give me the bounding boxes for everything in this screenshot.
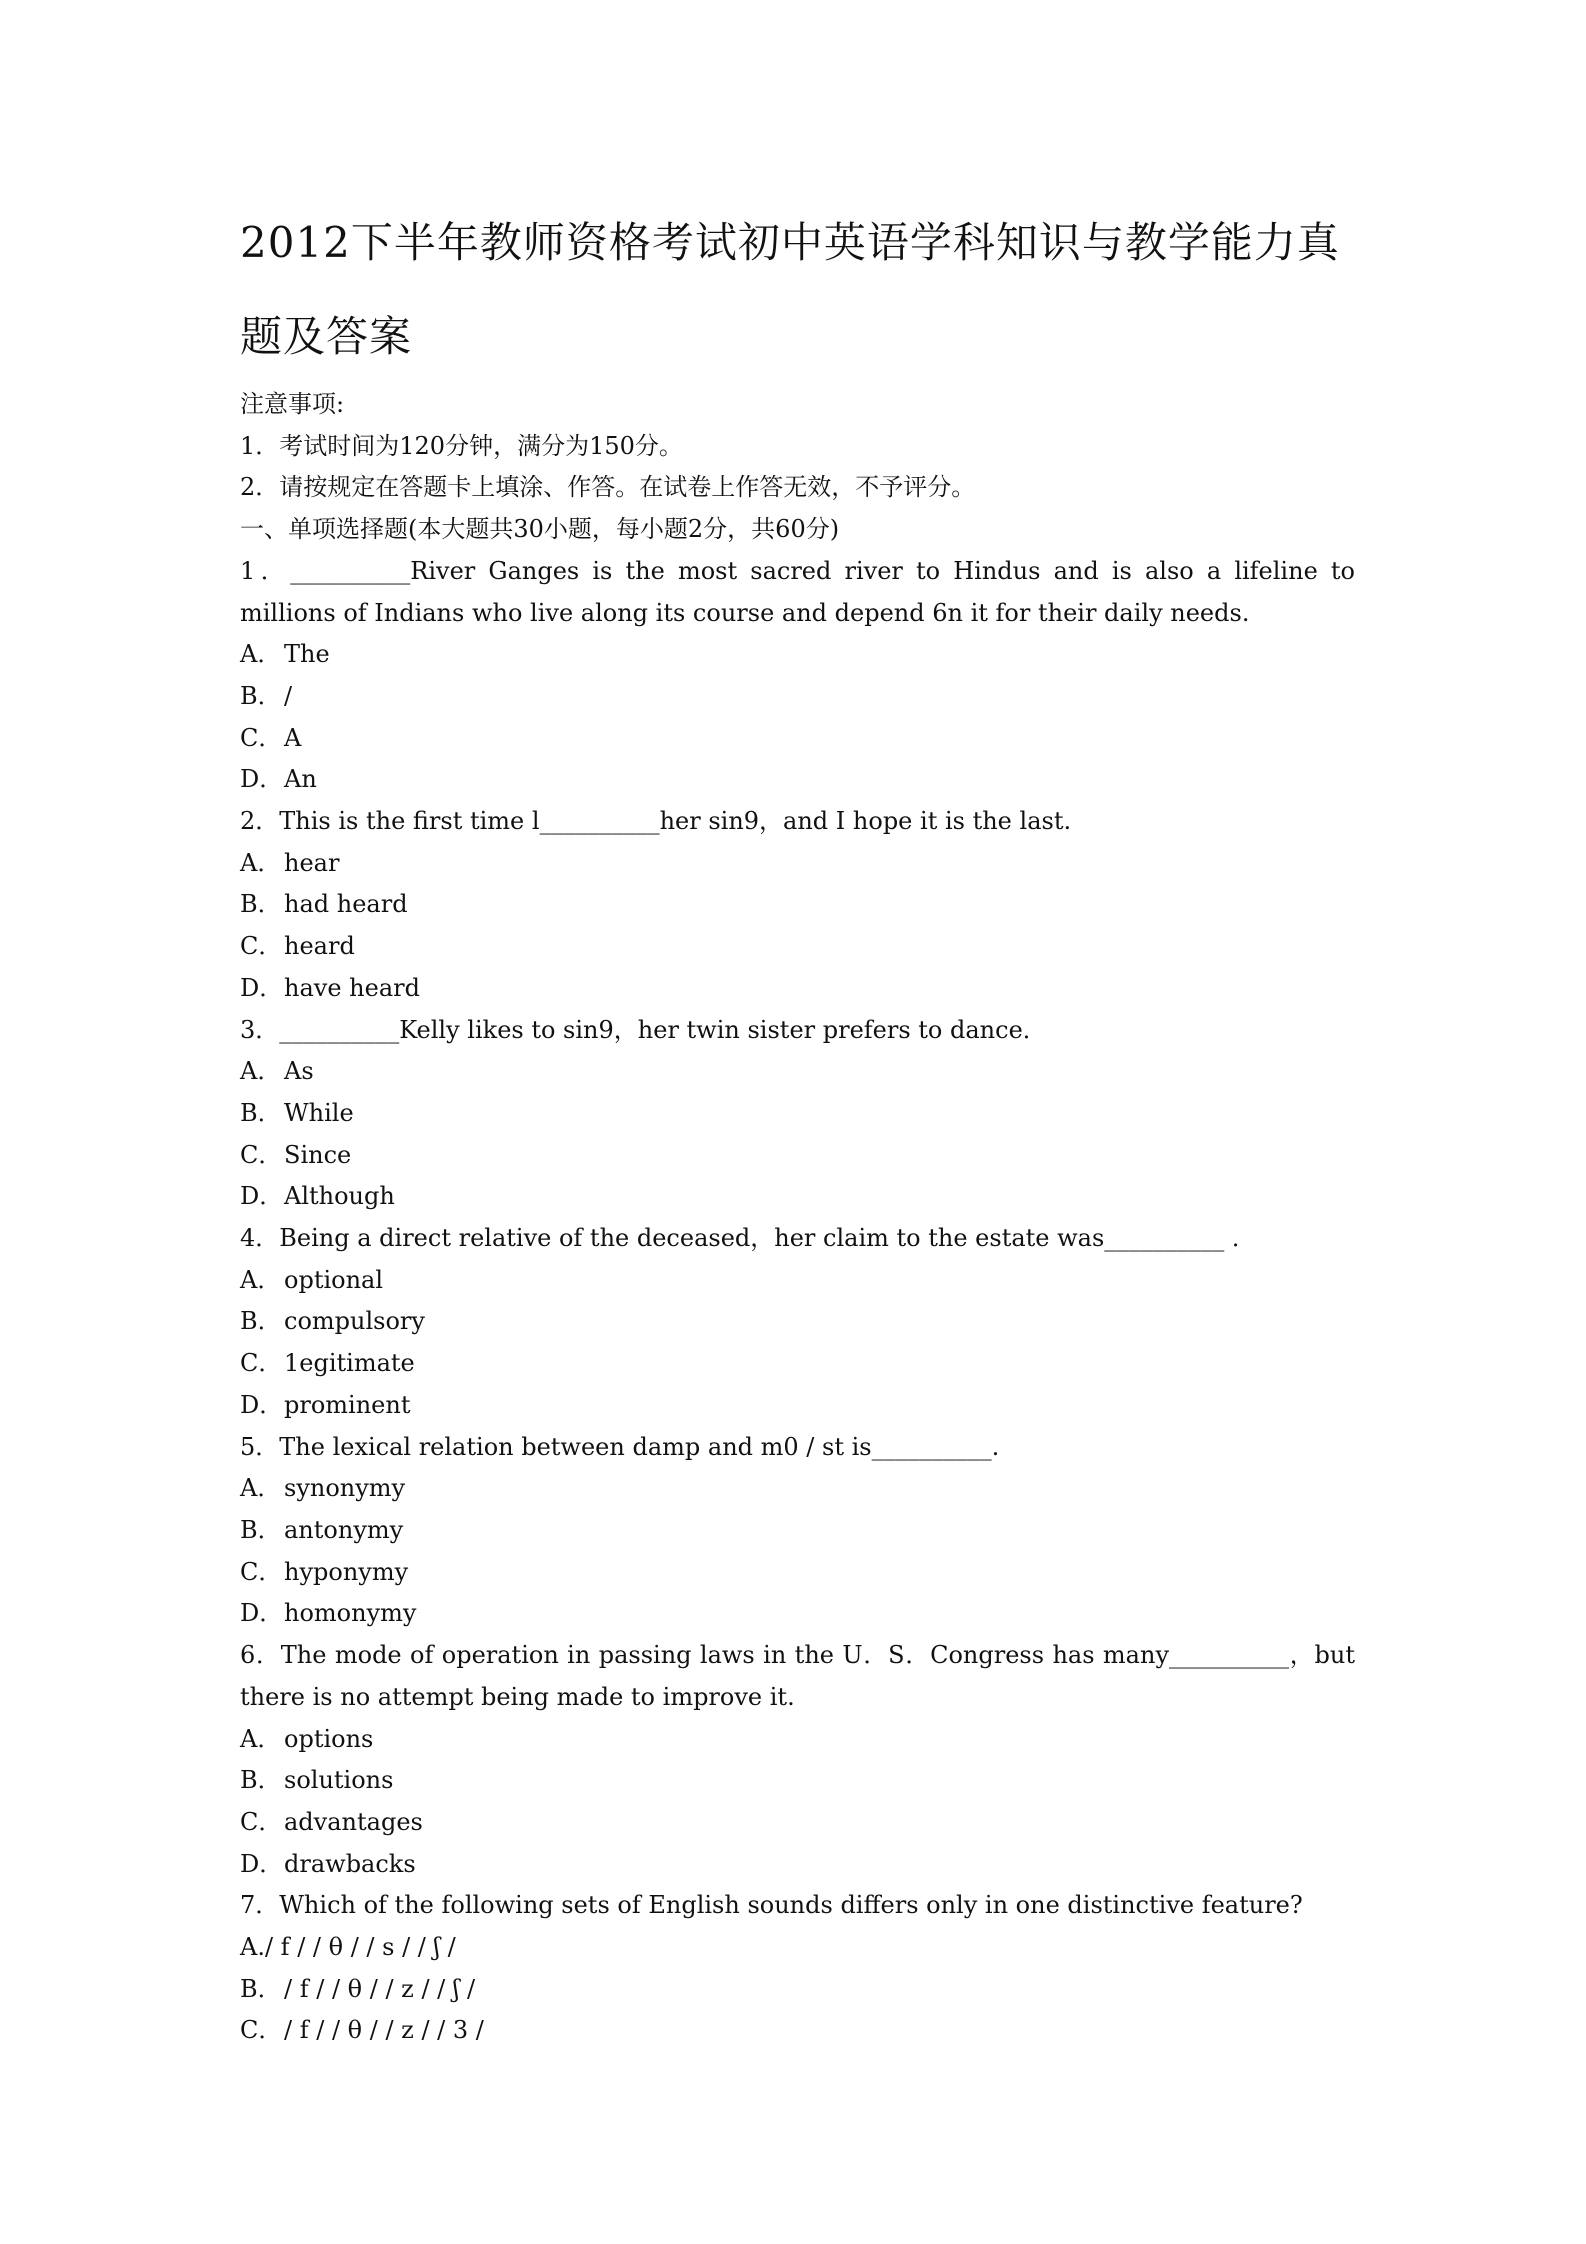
question-3-stem: 3．__________Kelly likes to sin9，her twin sister prefers to dance． — [240, 1015, 1047, 1044]
option-text: / f / / θ / / s / / ʃ / — [264, 1933, 456, 1962]
question-7-option-c — [240, 2010, 1355, 2052]
option-label: B． — [240, 1307, 282, 1336]
option-text: optional — [284, 1265, 384, 1294]
option-text: hear — [284, 848, 340, 877]
question-7-option-a — [240, 1927, 1355, 1969]
option-label: D． — [240, 1390, 284, 1419]
question-6-option-a — [240, 1719, 1355, 1761]
question-4-option-b — [240, 1301, 1355, 1343]
option-text: solutions — [284, 1766, 394, 1795]
question-5-option-a — [240, 1468, 1355, 1510]
option-text: / f / / θ / / z / / 3 / — [284, 2016, 484, 2045]
question-5-option-c — [240, 1552, 1355, 1594]
option-label: C． — [240, 1557, 283, 1586]
question-3-option-a — [240, 1051, 1355, 1093]
question-4-option-d — [240, 1385, 1355, 1427]
option-label: B． — [240, 1766, 282, 1795]
question-2-option-b — [240, 884, 1355, 926]
option-label: A． — [240, 1057, 282, 1086]
option-label: C． — [240, 932, 283, 961]
question-1-stem: 1．__________River Ganges is the most sacred river to Hindus and is also a lifeline to millions of Indians who live along its course and depend 6n it for their daily needs. — [240, 556, 1355, 627]
option-label: A． — [240, 848, 282, 877]
option-text: The — [284, 640, 330, 669]
option-text: had heard — [284, 890, 408, 919]
option-label: B． — [240, 1515, 282, 1544]
option-label: D． — [240, 1849, 284, 1878]
question-6-option-b — [240, 1760, 1355, 1802]
option-label: C． — [240, 1140, 283, 1169]
note-1: 1．考试时间为120分钟，满分为150分。 — [240, 431, 683, 460]
question-4-option-a — [240, 1260, 1355, 1302]
section-heading: 一、单项选择题(本大题共30小题，每小题2分，共60分) — [240, 515, 840, 544]
option-text: advantages — [284, 1807, 423, 1836]
question-6-option-d — [240, 1844, 1355, 1886]
option-label: A. — [240, 1933, 265, 1962]
question-3-option-c — [240, 1135, 1355, 1177]
option-text: While — [284, 1098, 354, 1127]
option-text: synonymy — [284, 1474, 406, 1503]
question-3-option-d — [240, 1176, 1355, 1218]
option-text: options — [284, 1724, 374, 1753]
question-3-option-b — [240, 1093, 1355, 1135]
question-4-stem: 4．Being a direct relative of the deceased，her claim to the estate was__________ ． — [240, 1224, 1256, 1253]
question-5-option-d — [240, 1593, 1355, 1635]
option-text: As — [284, 1057, 314, 1086]
option-text: A — [284, 723, 302, 752]
option-label: C． — [240, 2016, 283, 2045]
note-2: 2．请按规定在答题卡上填涂、作答。在试卷上作答无效，不予评分。 — [240, 473, 976, 502]
option-text: Since — [284, 1140, 352, 1169]
document-title: 2012下半年教师资格考试初中英语学科知识与教学能力真题及答案 — [240, 218, 1340, 361]
option-text: antonymy — [284, 1515, 404, 1544]
option-text: Although — [284, 1182, 395, 1211]
option-text: prominent — [284, 1390, 411, 1419]
question-7-stem: 7．Which of the following sets of English sounds differs only in one distinctive feature? — [240, 1891, 1303, 1920]
question-6-stem: 6．The mode of operation in passing laws in the U．S．Congress has many__________，but there is no attempt being made to improve it. — [240, 1641, 1355, 1711]
option-text: hyponymy — [284, 1557, 409, 1586]
option-label: D． — [240, 1599, 284, 1628]
question-2-option-a — [240, 843, 1355, 885]
option-text: 1egitimate — [284, 1349, 415, 1378]
option-label: B． — [240, 1098, 282, 1127]
option-label: A． — [240, 1265, 282, 1294]
option-label: D． — [240, 973, 284, 1002]
option-label: B． — [240, 681, 282, 710]
question-1-option-d — [240, 759, 1355, 801]
option-label: B． — [240, 1974, 282, 2003]
option-label: C． — [240, 1807, 283, 1836]
option-label: D． — [240, 765, 284, 794]
question-5-option-b — [240, 1510, 1355, 1552]
option-text: have heard — [284, 973, 420, 1002]
option-label: C． — [240, 723, 283, 752]
option-label: D． — [240, 1182, 284, 1211]
option-label: A． — [240, 1474, 282, 1503]
option-text: heard — [284, 932, 355, 961]
question-2-option-d — [240, 968, 1355, 1010]
option-text: compulsory — [284, 1307, 425, 1336]
question-1-option-c — [240, 718, 1355, 760]
option-label: C． — [240, 1349, 283, 1378]
question-5-stem: 5．The lexical relation between damp and m0 / st is__________. — [240, 1432, 1000, 1461]
question-1-option-a — [240, 634, 1355, 676]
question-4-option-c — [240, 1343, 1355, 1385]
option-label: A． — [240, 1724, 282, 1753]
question-2-option-c — [240, 926, 1355, 968]
notes-heading: 注意事项: — [240, 390, 345, 418]
option-text: homonymy — [284, 1599, 417, 1628]
option-text: / — [284, 681, 293, 710]
option-text: drawbacks — [284, 1849, 416, 1878]
question-2-stem: 2．This is the first time l__________her sin9，and I hope it is the last. — [240, 807, 1072, 836]
question-1-option-b — [240, 676, 1355, 718]
question-6-option-c — [240, 1802, 1355, 1844]
option-label: B． — [240, 890, 282, 919]
option-text: An — [284, 765, 317, 794]
option-text: / f / / θ / / z / / ʃ / — [284, 1974, 476, 2003]
question-7-option-b — [240, 1969, 1355, 2011]
option-label: A． — [240, 640, 282, 669]
document-page — [240, 196, 1355, 2052]
